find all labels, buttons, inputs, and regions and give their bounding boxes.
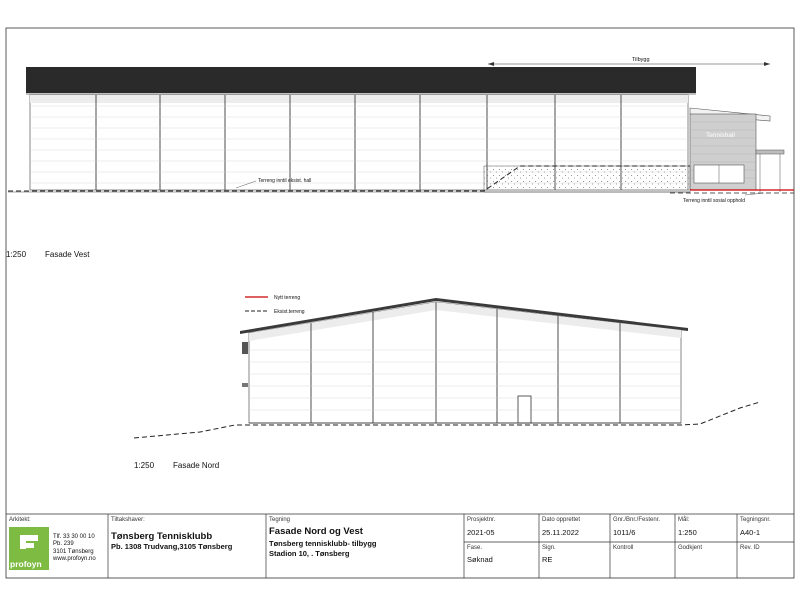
nord-side-box: [242, 342, 248, 354]
gnr-value: 1011/6: [613, 528, 636, 537]
dato-value: 25.11.2022: [542, 528, 579, 537]
tegning-subtitle-2: Stadion 10, . Tønsberg: [269, 549, 350, 558]
legend-new: Nytt terreng: [274, 295, 301, 301]
terrain-sosial-label: Terreng inntil sosial opphold: [683, 198, 745, 204]
fase-label: Fase.: [467, 545, 483, 551]
tiltakshaver-address: Pb. 1308 Trudvang,3105 Tønsberg: [111, 542, 233, 551]
sign-value: RE: [542, 555, 553, 564]
contact-city: 3101 Tønsberg: [53, 548, 94, 555]
vest-scale: 1:250: [6, 250, 27, 259]
vest-roof: [26, 67, 696, 93]
prosjektnr-value: 2021-05: [467, 528, 495, 537]
kontroll-label: Kontroll: [613, 545, 634, 551]
mal-value: 1:250: [678, 528, 697, 537]
tegning-title: Fasade Nord og Vest: [269, 526, 363, 537]
sign-label: Sign.: [542, 545, 556, 551]
tegning-label: Tegning: [269, 517, 291, 523]
tilbygg-canopy: [756, 150, 784, 154]
vest-wall-shade: [30, 95, 688, 103]
nord-side-vent: [242, 383, 248, 387]
terrain-hall-label: Terreng inntil eksist. hall: [258, 178, 312, 184]
legend-existing: Eksist.terreng: [274, 309, 305, 315]
dato-label: Dato opprettet: [542, 517, 581, 523]
tegning-subtitle-1: Tønsberg tennisklubb- tilbygg: [269, 539, 377, 548]
tennishall-sign: Tennishall: [706, 132, 735, 139]
contact-phone: Tlf. 33 30 00 10: [53, 534, 95, 540]
terrain-legend: [245, 295, 305, 315]
fasade-nord: [134, 295, 760, 470]
vest-title: Fasade Vest: [45, 250, 90, 259]
mal-label: Mål:: [678, 517, 690, 523]
nord-scale: 1:250: [134, 461, 155, 470]
godkjent-label: Godkjent: [678, 545, 703, 551]
arkitekt-label: Arkitekt:: [9, 517, 31, 523]
fasade-vest: [6, 57, 794, 259]
tegningsnr-label: Tegningsnr.: [740, 517, 771, 523]
contact-web[interactable]: www.profoyn.no: [53, 555, 96, 562]
gnr-label: Gnr./Bnr./Festenr.: [613, 517, 661, 523]
rev-label: Rev. ID: [740, 545, 760, 551]
tegningsnr-value: A40-1: [740, 528, 761, 537]
company-name: profoyn: [10, 559, 42, 569]
nord-title: Fasade Nord: [173, 461, 220, 470]
contact-box: Pb. 239: [53, 541, 74, 548]
vest-tilbygg: [690, 108, 784, 192]
nord-door: [518, 396, 531, 423]
prosjektnr-label: Prosjektnr.: [467, 517, 496, 523]
tiltakshaver-label: Tiltakshaver:: [111, 517, 145, 523]
tiltakshaver-name: Tønsberg Tennisklubb: [111, 531, 213, 542]
tilbygg-dimension: [488, 57, 770, 66]
tilbygg-label: Tilbygg: [632, 57, 650, 63]
fase-value: Søknad: [467, 555, 493, 564]
company-contact: [53, 534, 96, 563]
